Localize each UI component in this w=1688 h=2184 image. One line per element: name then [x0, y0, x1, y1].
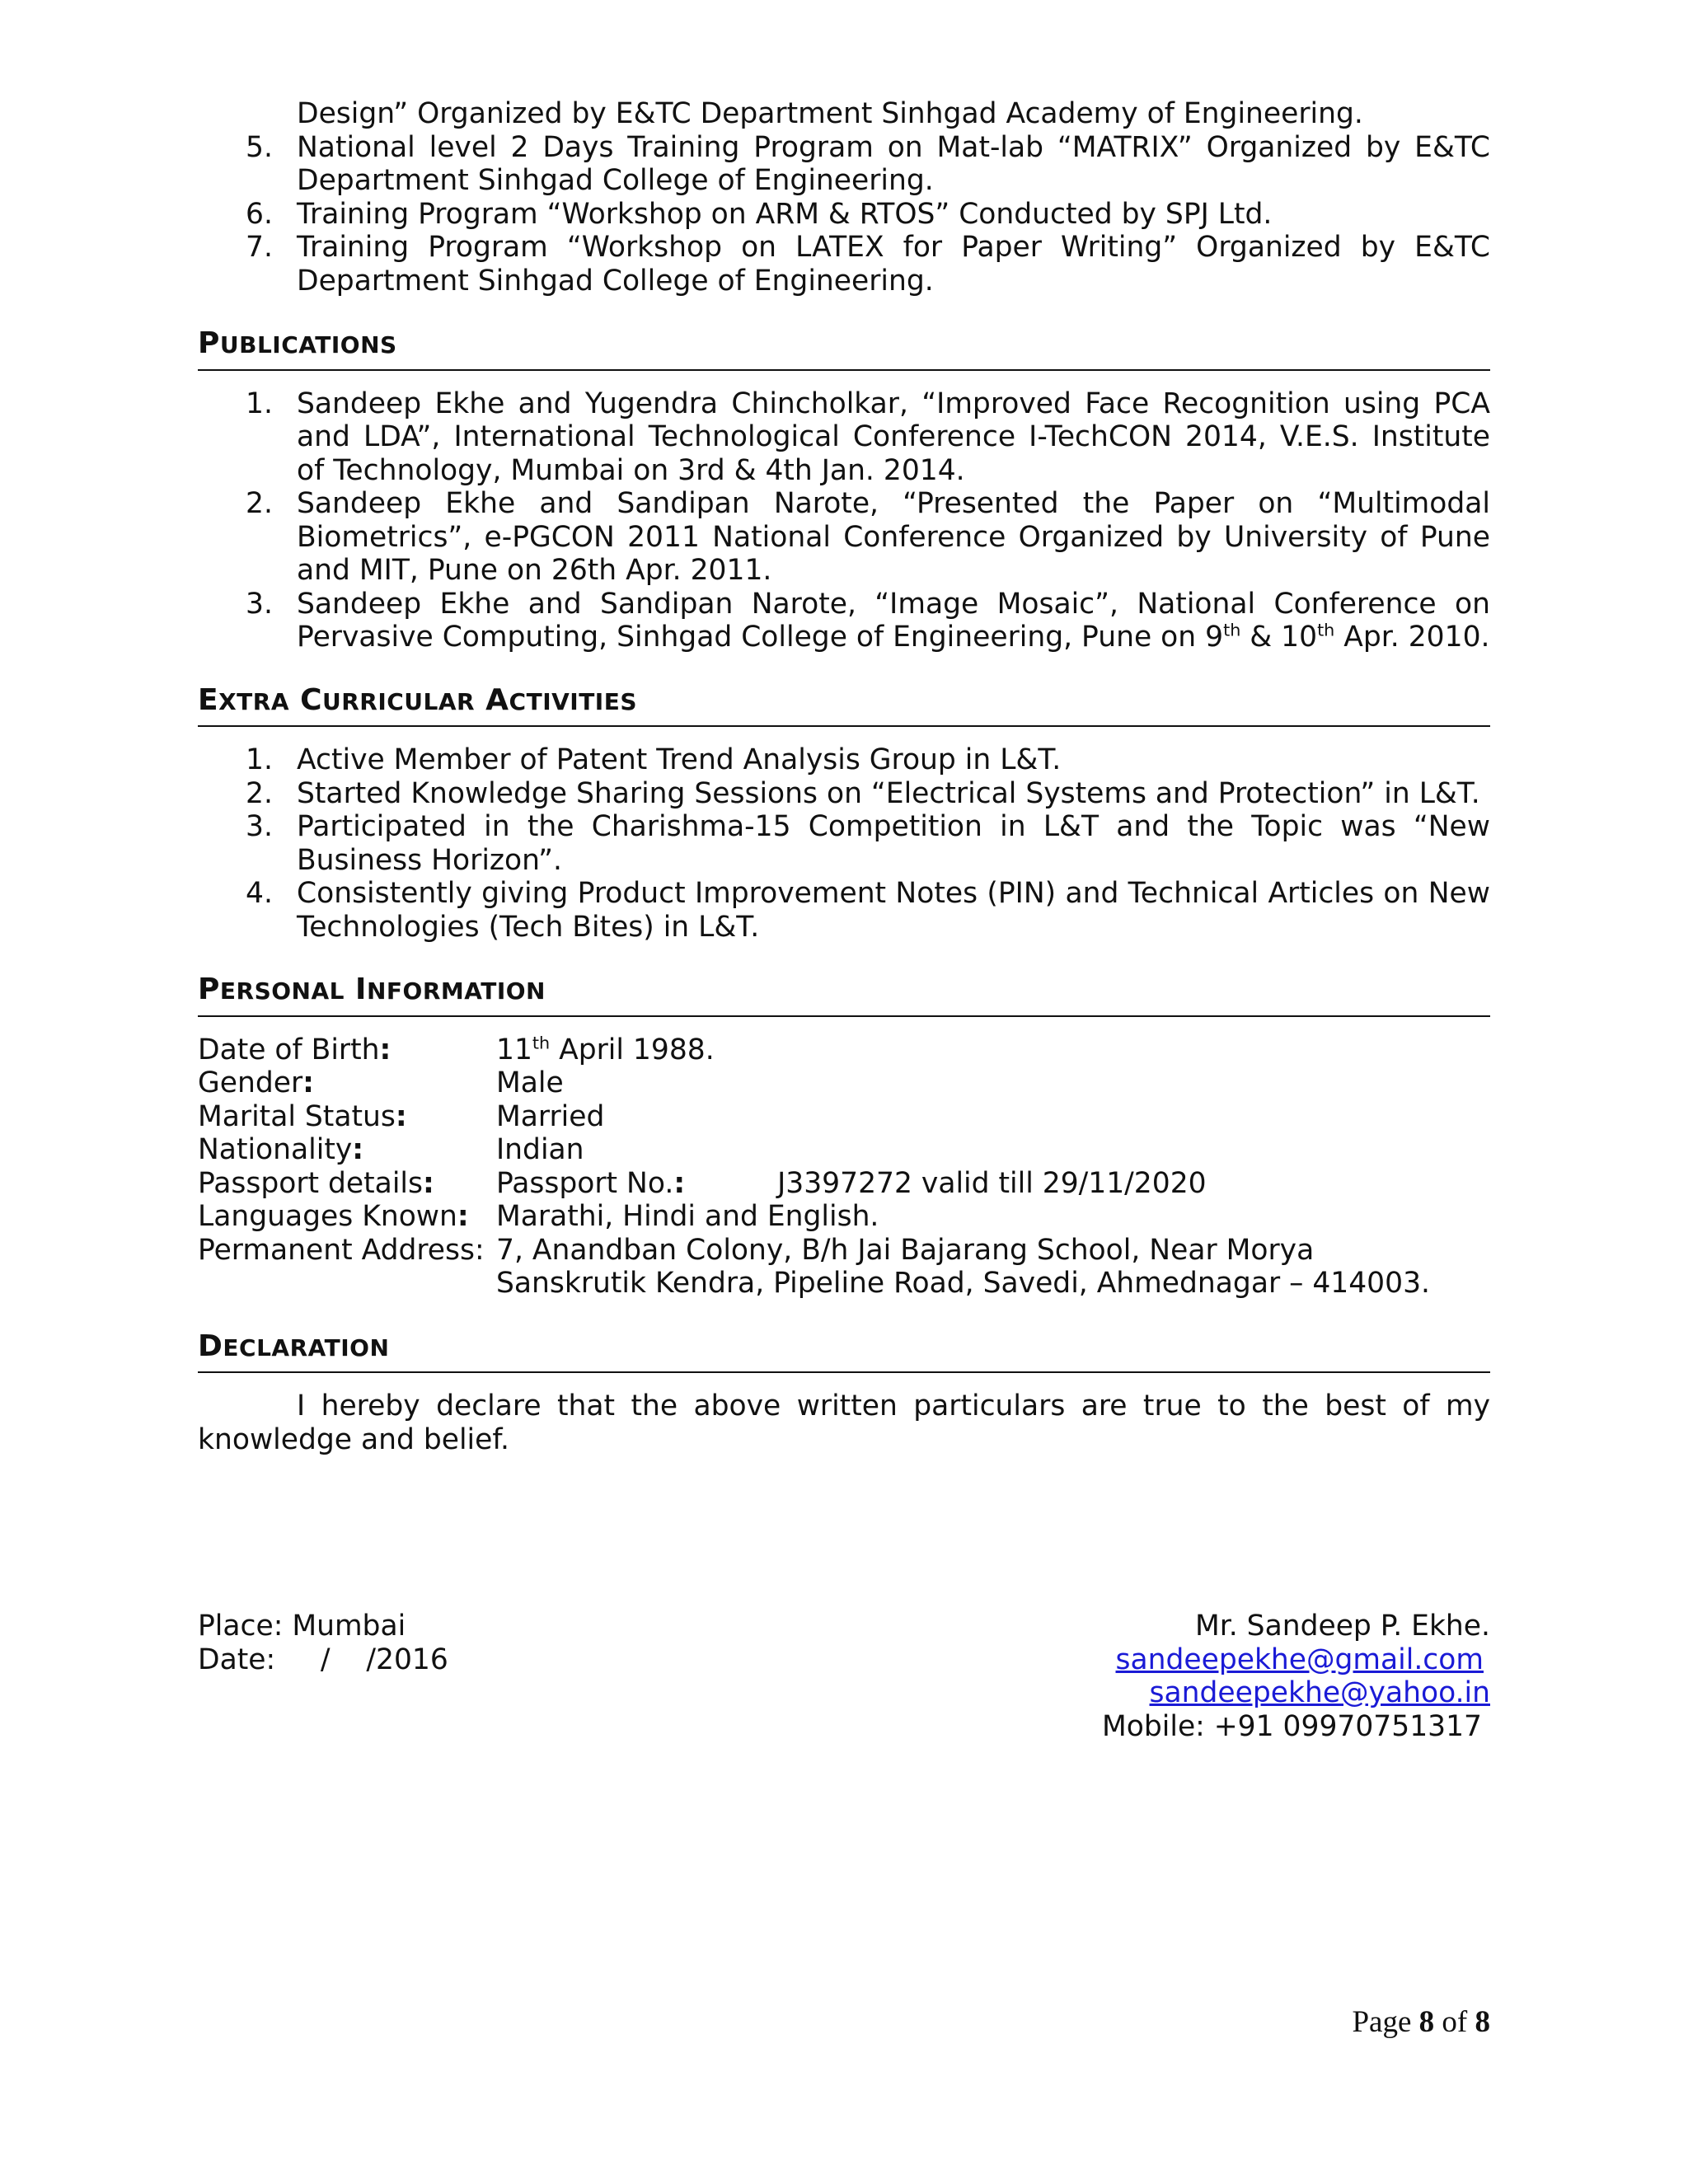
personal-info-table: [198, 1033, 1490, 1301]
list-item: [198, 387, 1490, 488]
list-item: [198, 487, 1490, 588]
marital-row: [198, 1100, 1490, 1134]
marital-value: Married: [496, 1099, 605, 1133]
passport-row: [198, 1167, 1490, 1201]
marital-label: Marital Status:: [198, 1099, 407, 1133]
nationality-label: Nationality:: [198, 1133, 364, 1166]
signoff-block: [198, 1610, 1490, 1750]
extra-curricular-list: [198, 743, 1490, 944]
gender-row: [198, 1066, 1490, 1100]
list-item: [198, 743, 1490, 777]
list-number: 5.: [246, 130, 273, 164]
list-number: 1.: [246, 743, 273, 776]
list-text: National level 2 Days Training Program on Mat-lab “MATRIX” Organized by E&TC Department Sinhgad College of Engineering.: [297, 130, 1490, 197]
address-row: [198, 1234, 1490, 1301]
email-link-gmail[interactable]: sandeepekhe@gmail.com: [1115, 1643, 1484, 1676]
signer-name: Mr. Sandeep P. Ekhe.: [1194, 1610, 1490, 1643]
list-text: Participated in the Charishma-15 Competition in L&T and the Topic was “New Business Horizon”.: [297, 810, 1490, 877]
email-link-yahoo[interactable]: sandeepekhe@yahoo.in: [1149, 1676, 1490, 1709]
list-text: Training Program “Workshop on LATEX for Paper Writing” Organized by E&TC Department Sinhgad College of Engineering.: [297, 231, 1490, 298]
list-number: 4.: [246, 877, 273, 910]
list-text: Training Program “Workshop on ARM & RTOS” Conducted by SPJ Ltd.: [297, 197, 1273, 231]
publications-list: [198, 387, 1490, 654]
list-number: 2.: [246, 776, 273, 810]
mobile-number: Mobile: +91 09970751317: [1102, 1709, 1482, 1743]
training-item-4-continuation: Design” Organized by E&TC Department Sinhgad Academy of Engineering.: [297, 97, 1363, 130]
section-title-declaration: DECLARATION: [198, 1330, 1490, 1374]
training-section: [198, 97, 1490, 298]
gender-value: Male: [496, 1066, 564, 1099]
languages-value: Marathi, Hindi and English.: [496, 1200, 879, 1233]
signature-block: [1102, 1610, 1490, 1743]
list-text: Active Member of Patent Trend Analysis Group in L&T.: [297, 743, 1062, 776]
list-item: [198, 198, 1490, 232]
list-item: [198, 131, 1490, 198]
nationality-row: [198, 1133, 1490, 1167]
address-label: Permanent Address:: [198, 1233, 485, 1267]
address-value: 7, Anandban Colony, B/h Jai Bajarang School, Near Morya Sanskrutik Kendra, Pipeline Road, Savedi, Ahmednagar – 414003.: [496, 1233, 1430, 1300]
list-item: [198, 777, 1490, 811]
list-number: 7.: [246, 231, 273, 264]
list-item: [198, 810, 1490, 877]
resume-page: [198, 97, 1490, 1750]
nationality-value: Indian: [496, 1133, 584, 1166]
languages-label: Languages Known:: [198, 1200, 469, 1233]
list-number: 3.: [246, 587, 273, 621]
passport-value: Passport No.: J3397272 valid till 29/11/2020: [496, 1166, 1207, 1200]
list-number: 2.: [246, 487, 273, 520]
section-title-extra-curricular: EXTRA CURRICULAR ACTIVITIES: [198, 684, 1490, 728]
list-item: [198, 231, 1490, 298]
list-number: 1.: [246, 387, 273, 420]
dob-value: 11th April 1988.: [496, 1033, 715, 1066]
gender-label: Gender:: [198, 1066, 314, 1099]
list-text: Sandeep Ekhe and Yugendra Chincholkar, “Improved Face Recognition using PCA and LDA”, International Technological Conference I-TechCON 2014, V.E.S. Institute of Technology, Mumbai on 3rd & 4th Jan. 2014.: [297, 387, 1490, 487]
languages-row: [198, 1200, 1490, 1234]
dob-row: [198, 1033, 1490, 1067]
list-number: 6.: [246, 197, 273, 231]
passport-label: Passport details:: [198, 1166, 434, 1200]
list-number: 3.: [246, 810, 273, 843]
section-title-personal-information: PERSONAL INFORMATION: [198, 973, 1490, 1017]
list-item: [198, 588, 1490, 654]
place-date: [198, 1610, 448, 1676]
place-text: Place: Mumbai: [198, 1610, 406, 1643]
list-text: Sandeep Ekhe and Sandipan Narote, “Image Mosaic”, National Conference on Pervasive Computing, Sinhgad College of Engineering, Pune on 9th & 10th Apr. 2010.: [297, 587, 1490, 654]
list-text: Sandeep Ekhe and Sandipan Narote, “Presented the Paper on “Multimodal Biometrics”, e-PGCON 2011 National Conference Organized by University of Pune and MIT, Pune on 26th Apr. 2011.: [297, 487, 1490, 587]
section-title-publications: PUBLICATIONS: [198, 327, 1490, 371]
declaration-text: I hereby declare that the above written particulars are true to the best of my knowledge and belief.: [198, 1390, 1490, 1456]
list-item: [198, 877, 1490, 944]
training-list: [198, 131, 1490, 298]
list-text: Consistently giving Product Improvement Notes (PIN) and Technical Articles on New Technologies (Tech Bites) in L&T.: [297, 877, 1490, 944]
date-text: Date: / /2016: [198, 1643, 448, 1676]
page-number: Page 8 of 8: [1352, 2005, 1490, 2039]
dob-label: Date of Birth:: [198, 1033, 392, 1066]
list-text: Started Knowledge Sharing Sessions on “Electrical Systems and Protection” in L&T.: [297, 776, 1480, 810]
